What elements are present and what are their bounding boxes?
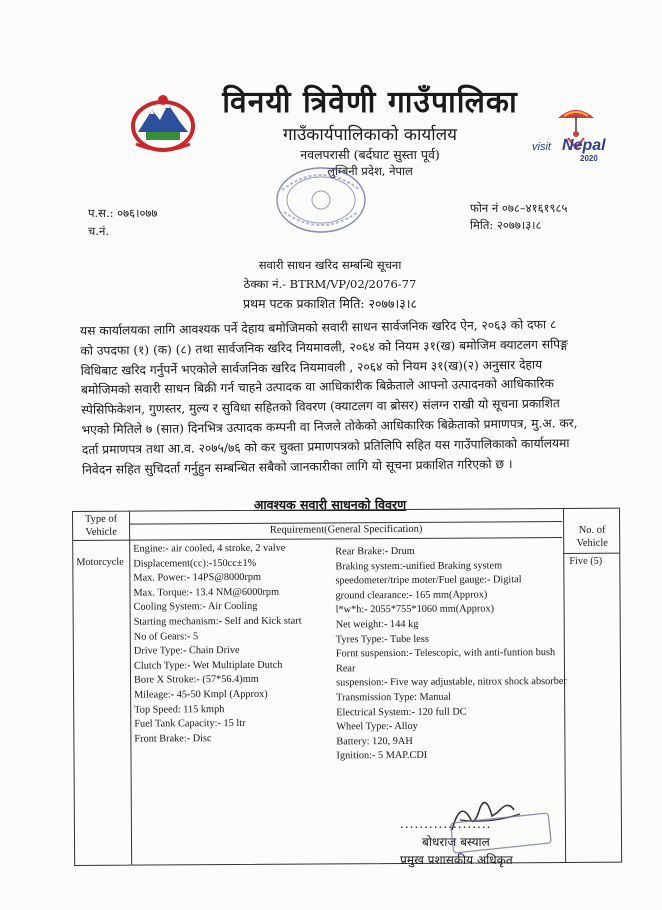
body-line: भएको मितिले ७ (सात) दिनभित्र उत्पादक कम्पनी वा निजले तोकेको आधिकारिक बिक्रेताको प्रमाणपत्र, मु.अ. कर, (81, 416, 578, 437)
spec-item: Clutch Type:- Wet Multiplate Dutch (133, 659, 283, 672)
spec-item: Fuel Tank Capacity:- 15 ltr (134, 718, 246, 730)
spec-item: Engine:- air cooled, 4 stroke, 2 valve (133, 542, 286, 555)
phone-number: फोन नं ०७८–४१६१९८५ (470, 201, 568, 215)
spec-item: Transmission Type: Manual (336, 691, 452, 704)
spec-item: Starting mechanism:- Self and Kick start (133, 615, 302, 628)
vehicle-type-cell: Motorcycle (76, 556, 124, 568)
signatory-name: बोधराज बस्याल (422, 835, 490, 849)
spec-item: Tyres Type:- Tube less (335, 633, 429, 645)
body-line: विधिबाट खरिद गर्नुपर्ने भएकोले सार्वजनिक खरिद नियमावली , २०६४ को नियम ३१(ख)(२) अनुसार देहाय (80, 357, 543, 378)
table-title: आवश्यक सवारी साधनको विवरण (253, 497, 407, 512)
spec-item: suspension:- Five way adjustable, nitrox shock absorber (336, 676, 567, 689)
spec-item: No of Gears:- 5 (133, 630, 199, 643)
spec-item: speedometer/tripe moter/Fuel gauge:- Digital (335, 574, 522, 587)
designation-stamp (446, 812, 556, 856)
spec-item: l*w*h:- 2055*755*1060 mm(Approx) (335, 603, 495, 616)
spec-item: Wheel Type:- Alloy (336, 721, 418, 733)
spec-item: Max. Torque:- 13.4 NM@6000rpm (133, 586, 280, 599)
spec-item: ground clearance:- 165 mm(Approx) (335, 589, 488, 602)
municipality-title: विनयी त्रिवेणी गाउँपालिका (222, 85, 518, 120)
spec-item: Cooling System:- Air Cooling (133, 601, 258, 614)
spec-item: Mileage:- 45-50 Kmpl (Approx) (134, 688, 268, 701)
svg-text:Nepal: Nepal (562, 137, 606, 154)
body-line: दर्ता प्रमाणपत्र तथा आ.व. २०७५/७६ को कर चुक्ता प्रमाणपत्रको प्रतिलिपि सहित यस गाउँपालिकाको कार्यालयमा (81, 435, 570, 457)
header-requirement: Requirement(General Specification) (269, 523, 423, 536)
table-divider (563, 553, 619, 554)
contract-number: ठेक्का नं.- BTRM/VP/02/2076-77 (243, 277, 417, 291)
body-line: स्पेसिफिकेशन, गुणस्तर, मुल्य र सुविधा सहितको विवरण (क्याटलग वा ब्रोसर) संलग्न राखी यो सूचना प्रकाशित (81, 396, 560, 418)
spec-item: Fornt suspension:- Telescopic, with anti-funtion bush (335, 647, 556, 660)
dispatch-number: च.नं. (88, 224, 109, 238)
publish-date: प्रथम पटक प्रकाशित मिति: २०७७।३।८ (242, 296, 418, 311)
spec-item: Rear (335, 663, 356, 675)
signatory-designation: प्रमुख प्रशासकीय अधिकृत (400, 853, 513, 867)
spec-item: Drive Type:- Chain Drive (133, 645, 240, 657)
notice-heading: सवारी साधन खरिद सम्बन्धि सूचना (258, 258, 402, 272)
spec-item: Bore X Stroke:- (57*56.4)mm (134, 674, 259, 686)
reference-right (470, 200, 620, 234)
spec-item: Rear Brake:- Drum (335, 545, 415, 558)
spec-item: Displacement(cc):-150cc±1% (133, 557, 257, 570)
address-line-2: लुम्बिनी प्रदेश, नेपाल (327, 164, 413, 178)
specs-left-column (133, 542, 302, 747)
specs-right-column (335, 544, 567, 764)
table-divider (129, 512, 132, 865)
svg-text:visit: visit (532, 141, 551, 153)
spec-item: Electrical System:- 120 full DC (336, 706, 467, 718)
header-no-of-vehicle: No. of Vehicle (576, 524, 608, 549)
body-line: निवेदन सहित सुचिदर्ता गर्नुहुन सम्बन्धित सबैको जानकारीका लागि यो सूचना प्रकाशित गरिएको छ । (81, 456, 513, 477)
svg-text:2020: 2020 (580, 154, 598, 163)
quantity-cell: Five (5) (569, 555, 603, 567)
spec-item: Front Brake:- Disc (134, 732, 212, 745)
nepal-emblem-icon (128, 92, 198, 154)
spec-item: Battery: 120, 9AH (336, 735, 413, 748)
office-subtitle: गाउँकार्यपालिकाको कार्यालय (282, 125, 458, 145)
spec-item: Ignition:- 5 MAP.CDI (336, 750, 428, 762)
body-line: बमोजिमको सवारी साधन बिक्री गर्न चाहने उत्पादक वा आधिकारीक बिक्रेताले आफ्नो उत्पादनको आधिकारिक (80, 376, 555, 398)
spec-item: Top Speed: 115 kmph (134, 703, 225, 716)
spec-item: Braking system:-unified Braking system (335, 559, 503, 572)
spec-item: Net weight:- 144 kg (335, 618, 419, 631)
reference-left (88, 204, 157, 240)
visit-nepal-logo-icon (528, 98, 620, 168)
body-line: यस कार्यालयका लागि आवश्यक पर्ने देहाय बमोजिमको सवारी साधन सार्वजनिक खरिद ऐन, २०६३ को दफा ८ (80, 317, 557, 338)
office-seal-stamp (268, 160, 374, 240)
address-line-1: नवलपरासी (बर्दघाट सुस्ता पूर्व) (300, 147, 440, 162)
header-type-of-vehicle: Type of Vehicle (84, 513, 118, 538)
spec-item: Max. Power:- 14PS@8000rpm (133, 572, 262, 584)
letter-date: मिति: २०७७।३।८ (470, 218, 542, 232)
signature-dots: ................... (400, 817, 492, 831)
letter-number: प.स.: ०७६।०७७ (88, 206, 158, 220)
notice-body (80, 315, 617, 481)
table-divider (73, 537, 562, 541)
notice-heading-block (150, 256, 510, 313)
body-line: को उपदफा (१) (क) (८) तथा सार्वजनिक खरिद नियमावली, २०६४ को नियम ३१(ख) बमोजिम क्याटलग सपिङ्ग (80, 336, 568, 358)
